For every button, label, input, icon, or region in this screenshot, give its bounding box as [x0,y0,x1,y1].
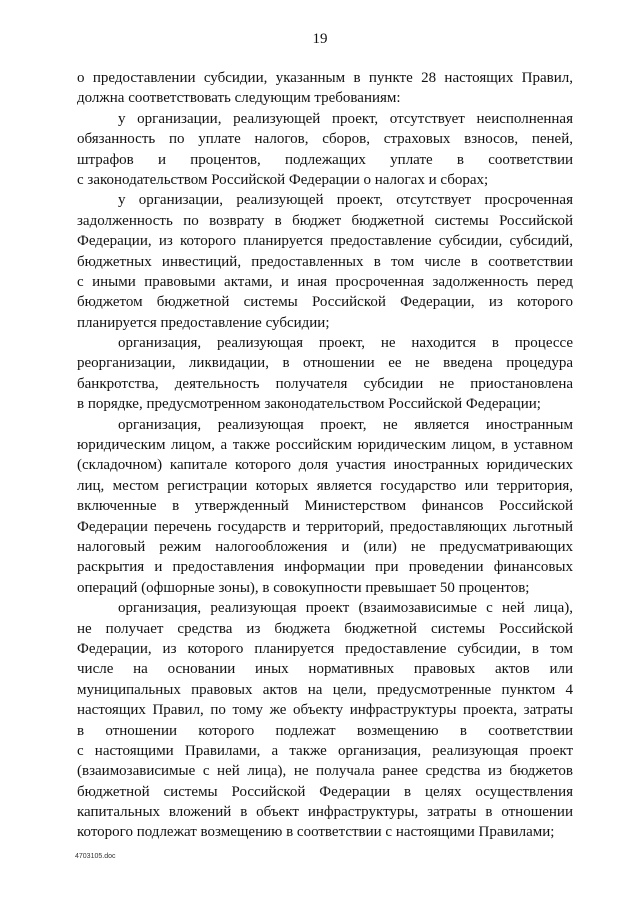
text-line: бюджетом бюджетной системы Российской Федерации, из которого [77,294,573,311]
text-line: обязанность по уплате налогов, сборов, страховых взносов, пеней, [77,131,573,148]
text-line: о предоставлении субсидии, указанным в пункте 28 настоящих Правил, [77,70,573,86]
text-line: налоговый режим налогообложения и (или) не предусматривающих [77,538,573,555]
text-line: должна соответствовать следующим требованиям: [77,90,401,107]
text-line: бюджетной системы Российской Федерации в целях осуществления [77,783,573,800]
text-line: настоящих Правил, по тому же объекту инфраструктуры проекта, затраты [77,702,573,719]
text-line: планируется предоставление субсидии; [77,314,330,331]
text-line: задолженность по возврату в бюджет бюджетной системы Российской [77,212,573,229]
text-line: включенные в утвержденный Министерством финансов Российской [77,498,573,515]
text-line: организация, реализующая проект (взаимозависимые с ней лица), [118,600,573,617]
text-line: числе на основании иных нормативных правовых актов или [77,661,573,678]
text-line: штрафов и процентов, подлежащих уплате в соответствии [77,151,573,168]
text-line: организация, реализующая проект, не находится в процессе [118,335,573,352]
page-number: 19 [312,31,328,47]
document-body [77,68,573,843]
text-line: бюджетных инвестиций, предоставленных в том числе в соответствии [77,253,573,270]
text-line: у организации, реализующей проект, отсутствует неисполненная [118,110,573,127]
text-line: лиц, местом регистрации которых является государство или территория, [77,477,573,494]
text-line: в порядке, предусмотренном законодательством Российской Федерации; [77,396,541,413]
text-line: (взаимозависимые с ней лица), не получала ранее средства из бюджетов [77,763,573,780]
text-line: которого подлежат возмещению в соответствии с настоящими Правилами; [77,824,555,841]
text-line: организация, реализующая проект, не является иностранным [118,416,573,433]
text-line: Федерации, из которого планируется предоставление субсидии, субсидий, [77,233,573,250]
text-line: банкротства, деятельность получателя субсидии не приостановлена [77,375,573,392]
text-line: (складочном) капитале которого доля участия иностранных юридических [77,457,573,474]
text-line: юридическим лицом, а также российским юридическим лицом, в уставном [77,437,573,454]
text-line: с иными правовыми актами, и иная просроченная задолженность перед [77,273,573,290]
text-line: не получает средства из бюджета бюджетной системы Российской [77,620,573,637]
text-line: операций (офшорные зоны), в совокупности превышает 50 процентов; [77,579,530,596]
text-line: муниципальных правовых актов на цели, предусмотренные пунктом 4 [77,681,573,698]
footer-filename: 4703105.doc [75,853,116,860]
text-line: с законодательством Российской Федерации о налогах и сборах; [77,171,489,188]
text-line: Федерации, из которого планируется предоставление субсидии, в том [77,640,573,657]
text-line: реорганизации, ликвидации, в отношении ее не введена процедура [77,355,573,372]
text-line: раскрытия и предоставления информации при проведении финансовых [77,559,573,576]
text-line: Федерации перечень государств и территорий, предоставляющих льготный [77,518,573,535]
text-line: у организации, реализующей проект, отсутствует просроченная [118,192,573,209]
text-line: капитальных вложений в объект инфраструктуры, затраты в отношении [77,804,573,821]
text-line: с настоящими Правилами, а также организация, реализующая проект [77,742,573,759]
text-line: в отношении которого подлежат возмещению в соответствии [77,722,573,739]
